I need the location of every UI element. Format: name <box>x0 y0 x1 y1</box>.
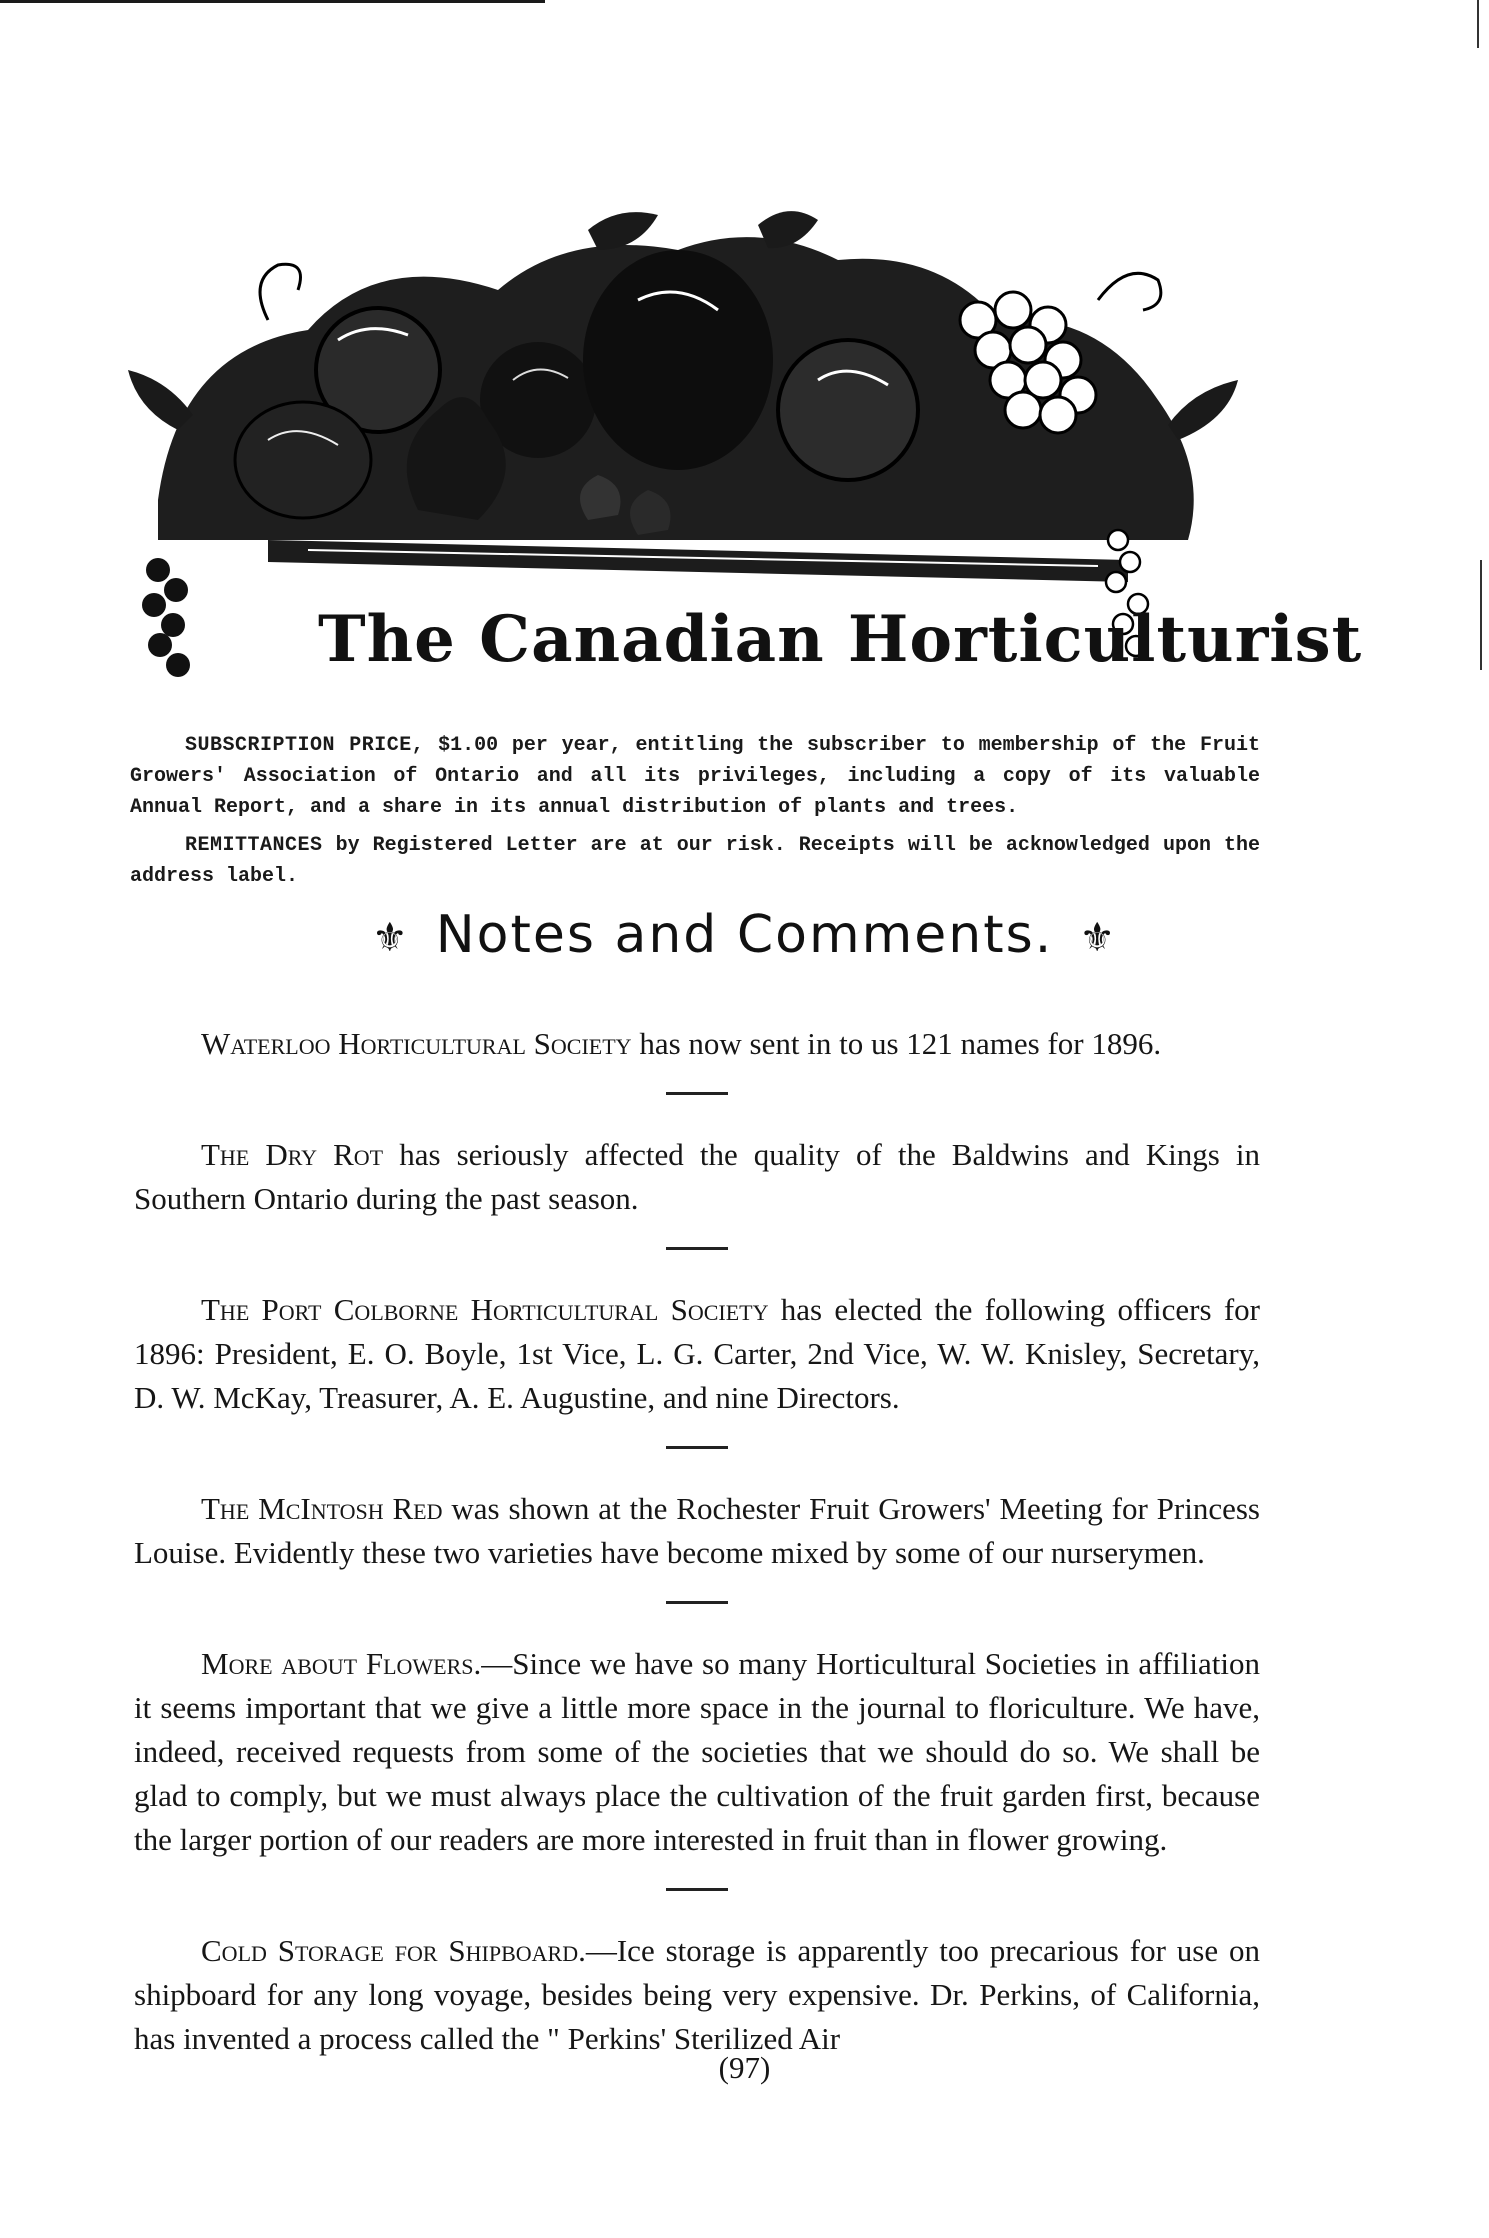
article-lead: The Port Colborne Horticultural Society <box>201 1292 769 1327</box>
masthead-title: The Canadian Horticulturist <box>318 602 1363 677</box>
remittances-text: by Registered Letter are at our risk. Receipts will be acknowledged upon the address label. <box>130 834 1260 888</box>
article-divider <box>666 1446 728 1449</box>
article-lead: Cold Storage for Shipboard. <box>201 1933 586 1968</box>
notes-body <box>134 1022 1260 2061</box>
article-paragraph <box>134 1133 1260 1221</box>
subscription-lead: SUBSCRIPTION PRICE, <box>185 734 425 757</box>
article-text: was shown at the Rochester Fruit Growers' Meeting for Princess Louise. Evidently these two varieties have become mixed by some of our nurserymen. <box>134 1491 1260 1570</box>
article-text: —Since we have so many Horticultural Societies in affiliation it seems important that we give a little more space in the journal to floriculture. We have, indeed, received requests from some of the societies that we should do so. We shall be glad to comply, but we must always place the cultivation of the fruit garden first, because the larger portion of our readers are more interested in fruit than in flower growing. <box>134 1646 1260 1857</box>
page-number: (97) <box>718 2050 771 2085</box>
article-paragraph <box>134 1022 1260 1066</box>
article-divider <box>666 1601 728 1604</box>
article-divider <box>666 1247 728 1250</box>
subscription-notice <box>130 730 1260 823</box>
section-heading <box>0 905 1489 965</box>
ornament-left-icon: ⚜ <box>371 915 410 961</box>
article-text: has now sent in to us 121 names for 1896. <box>639 1026 1162 1061</box>
remittances-lead: REMITTANCES <box>185 834 323 857</box>
article-paragraph <box>134 1288 1260 1420</box>
top-rule <box>0 0 545 3</box>
article-paragraph <box>134 1487 1260 1575</box>
remittances-paragraph <box>130 830 1260 892</box>
section-title: Notes and Comments. <box>435 905 1054 965</box>
article-text: has seriously affected the quality of the Baldwins and Kings in Southern Ontario during the past season. <box>134 1137 1260 1216</box>
article-paragraph <box>134 1929 1260 2061</box>
article-lead: The Dry Rot <box>201 1137 384 1172</box>
article-text: has elected the following officers for 1896: President, E. O. Boyle, 1st Vice, L. G. Carter, 2nd Vice, W. W. Knisley, Secretary, D. W. McKay, Treasurer, A. E. Augustine, and nine Directors. <box>134 1292 1261 1415</box>
article-text: —Ice storage is apparently too precarious for use on shipboard for any long voyage, besides being very expensive. Dr. Perkins, of California, has invented a process called the " Perkins' Sterilized Air <box>134 1933 1260 2056</box>
subscription-text: $1.00 per year, entitling the subscriber to membership of the Fruit Growers' Association of Ontario and all its privileges, including a copy of its valuable Annual Report, and a share in its annual distribution of plants and trees. <box>130 734 1260 819</box>
remittances-notice <box>130 830 1260 892</box>
article-divider <box>666 1888 728 1891</box>
scan-edge-mark <box>1477 0 1479 48</box>
article-divider <box>666 1092 728 1095</box>
masthead <box>118 210 1363 730</box>
article-lead: Waterloo Horticultural Society <box>201 1026 632 1061</box>
article-paragraph <box>134 1642 1260 1862</box>
article-lead: The McIntosh Red <box>201 1491 443 1526</box>
subscription-paragraph <box>130 730 1260 823</box>
ornament-right-icon: ⚜ <box>1079 915 1118 961</box>
scan-edge-mark <box>1480 560 1482 670</box>
article-lead: More about Flowers. <box>201 1646 482 1681</box>
